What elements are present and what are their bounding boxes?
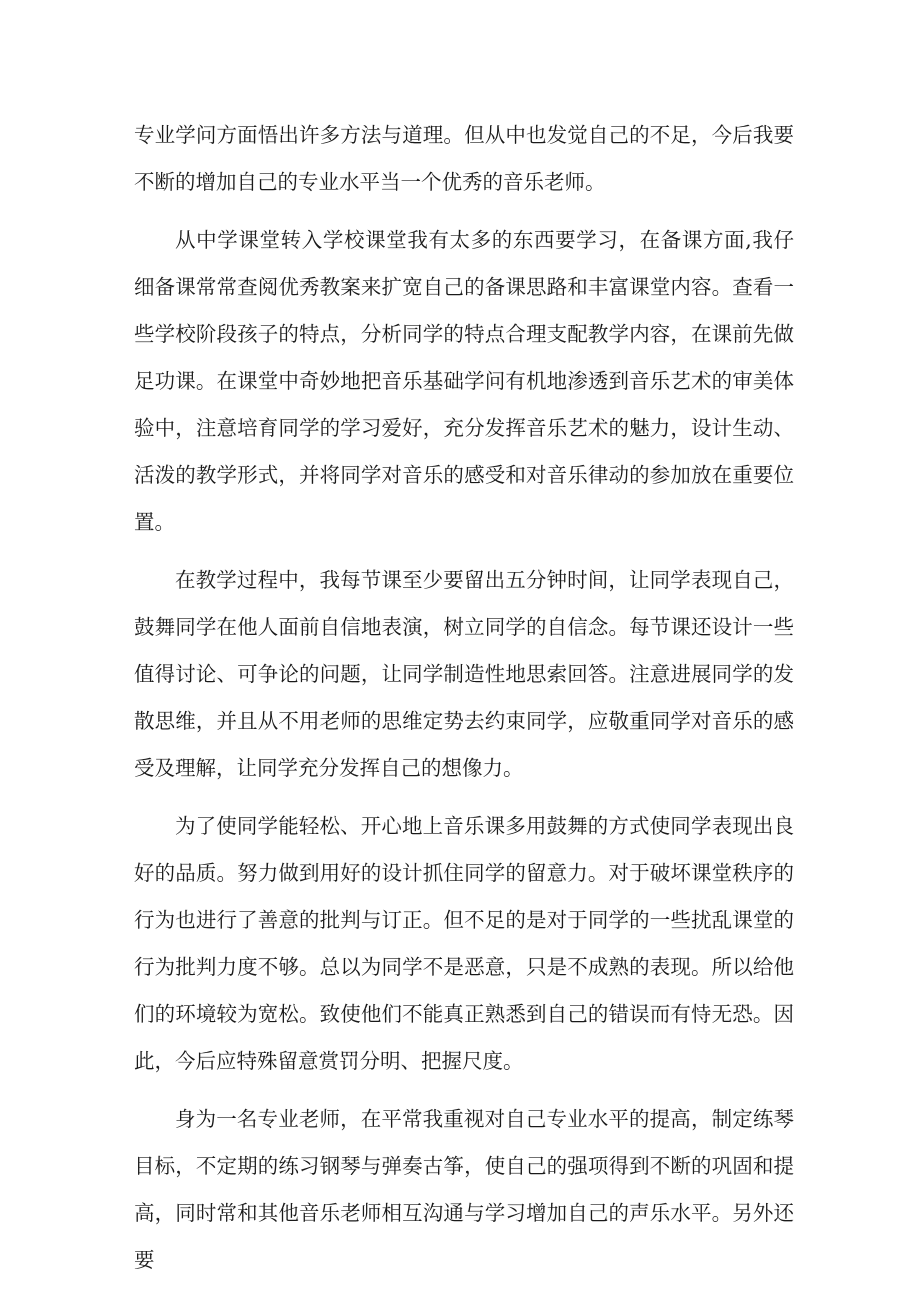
paragraph-3: 在教学过程中，我每节课至少要留出五分钟时间，让同学表现自己，鼓舞同学在他人面前自信地表演，树立同学的自信念。每节课还设计一些值得讨论、可争论的问题，让同学制造性地思索回答。注意进展同学的发散思维，并且从不用老师的思维定势去约束同学，应敬重同学对音乐的感受及理解，让同学充分发挥自己的想像力。 <box>134 568 794 780</box>
document-body <box>134 112 794 1295</box>
paragraph-5: 身为一名专业老师，在平常我重视对自己专业水平的提高，制定练琴目标，不定期的练习钢琴与弹奏古筝，使自己的强项得到不断的巩固和提高，同时常和其他音乐老师相互沟通与学习增加自己的声乐水平。另外还要 <box>134 1107 794 1272</box>
paragraph-2: 从中学课堂转入学校课堂我有太多的东西要学习，在备课方面,我仔细备课常常查阅优秀教案来扩宽自己的备课思路和丰富课堂内容。查看一些学校阶段孩子的特点，分析同学的特点合理支配教学内容，在课前先做足功课。在课堂中奇妙地把音乐基础学问有机地渗透到音乐艺术的审美体验中，注意培育同学的学习爱好，充分发挥音乐艺术的魅力，设计生动、活泼的教学形式，并将同学对音乐的感受和对音乐律动的参加放在重要位置。 <box>134 228 794 534</box>
paragraph-4: 为了使同学能轻松、开心地上音乐课多用鼓舞的方式使同学表现出良好的品质。努力做到用好的设计抓住同学的留意力。对于破坏课堂秩序的行为也进行了善意的批判与订正。但不足的是对于同学的一些扰乱课堂的行为批判力度不够。总以为同学不是恶意，只是不成熟的表现。所以给他们的环境较为宽松。致使他们不能真正熟悉到自己的错误而有恃无恐。因此，今后应特殊留意赏罚分明、把握尺度。 <box>134 814 794 1073</box>
paragraph-1: 专业学问方面悟出许多方法与道理。但从中也发觉自己的不足，今后我要不断的增加自己的专业水平当一个优秀的音乐老师。 <box>134 123 794 194</box>
